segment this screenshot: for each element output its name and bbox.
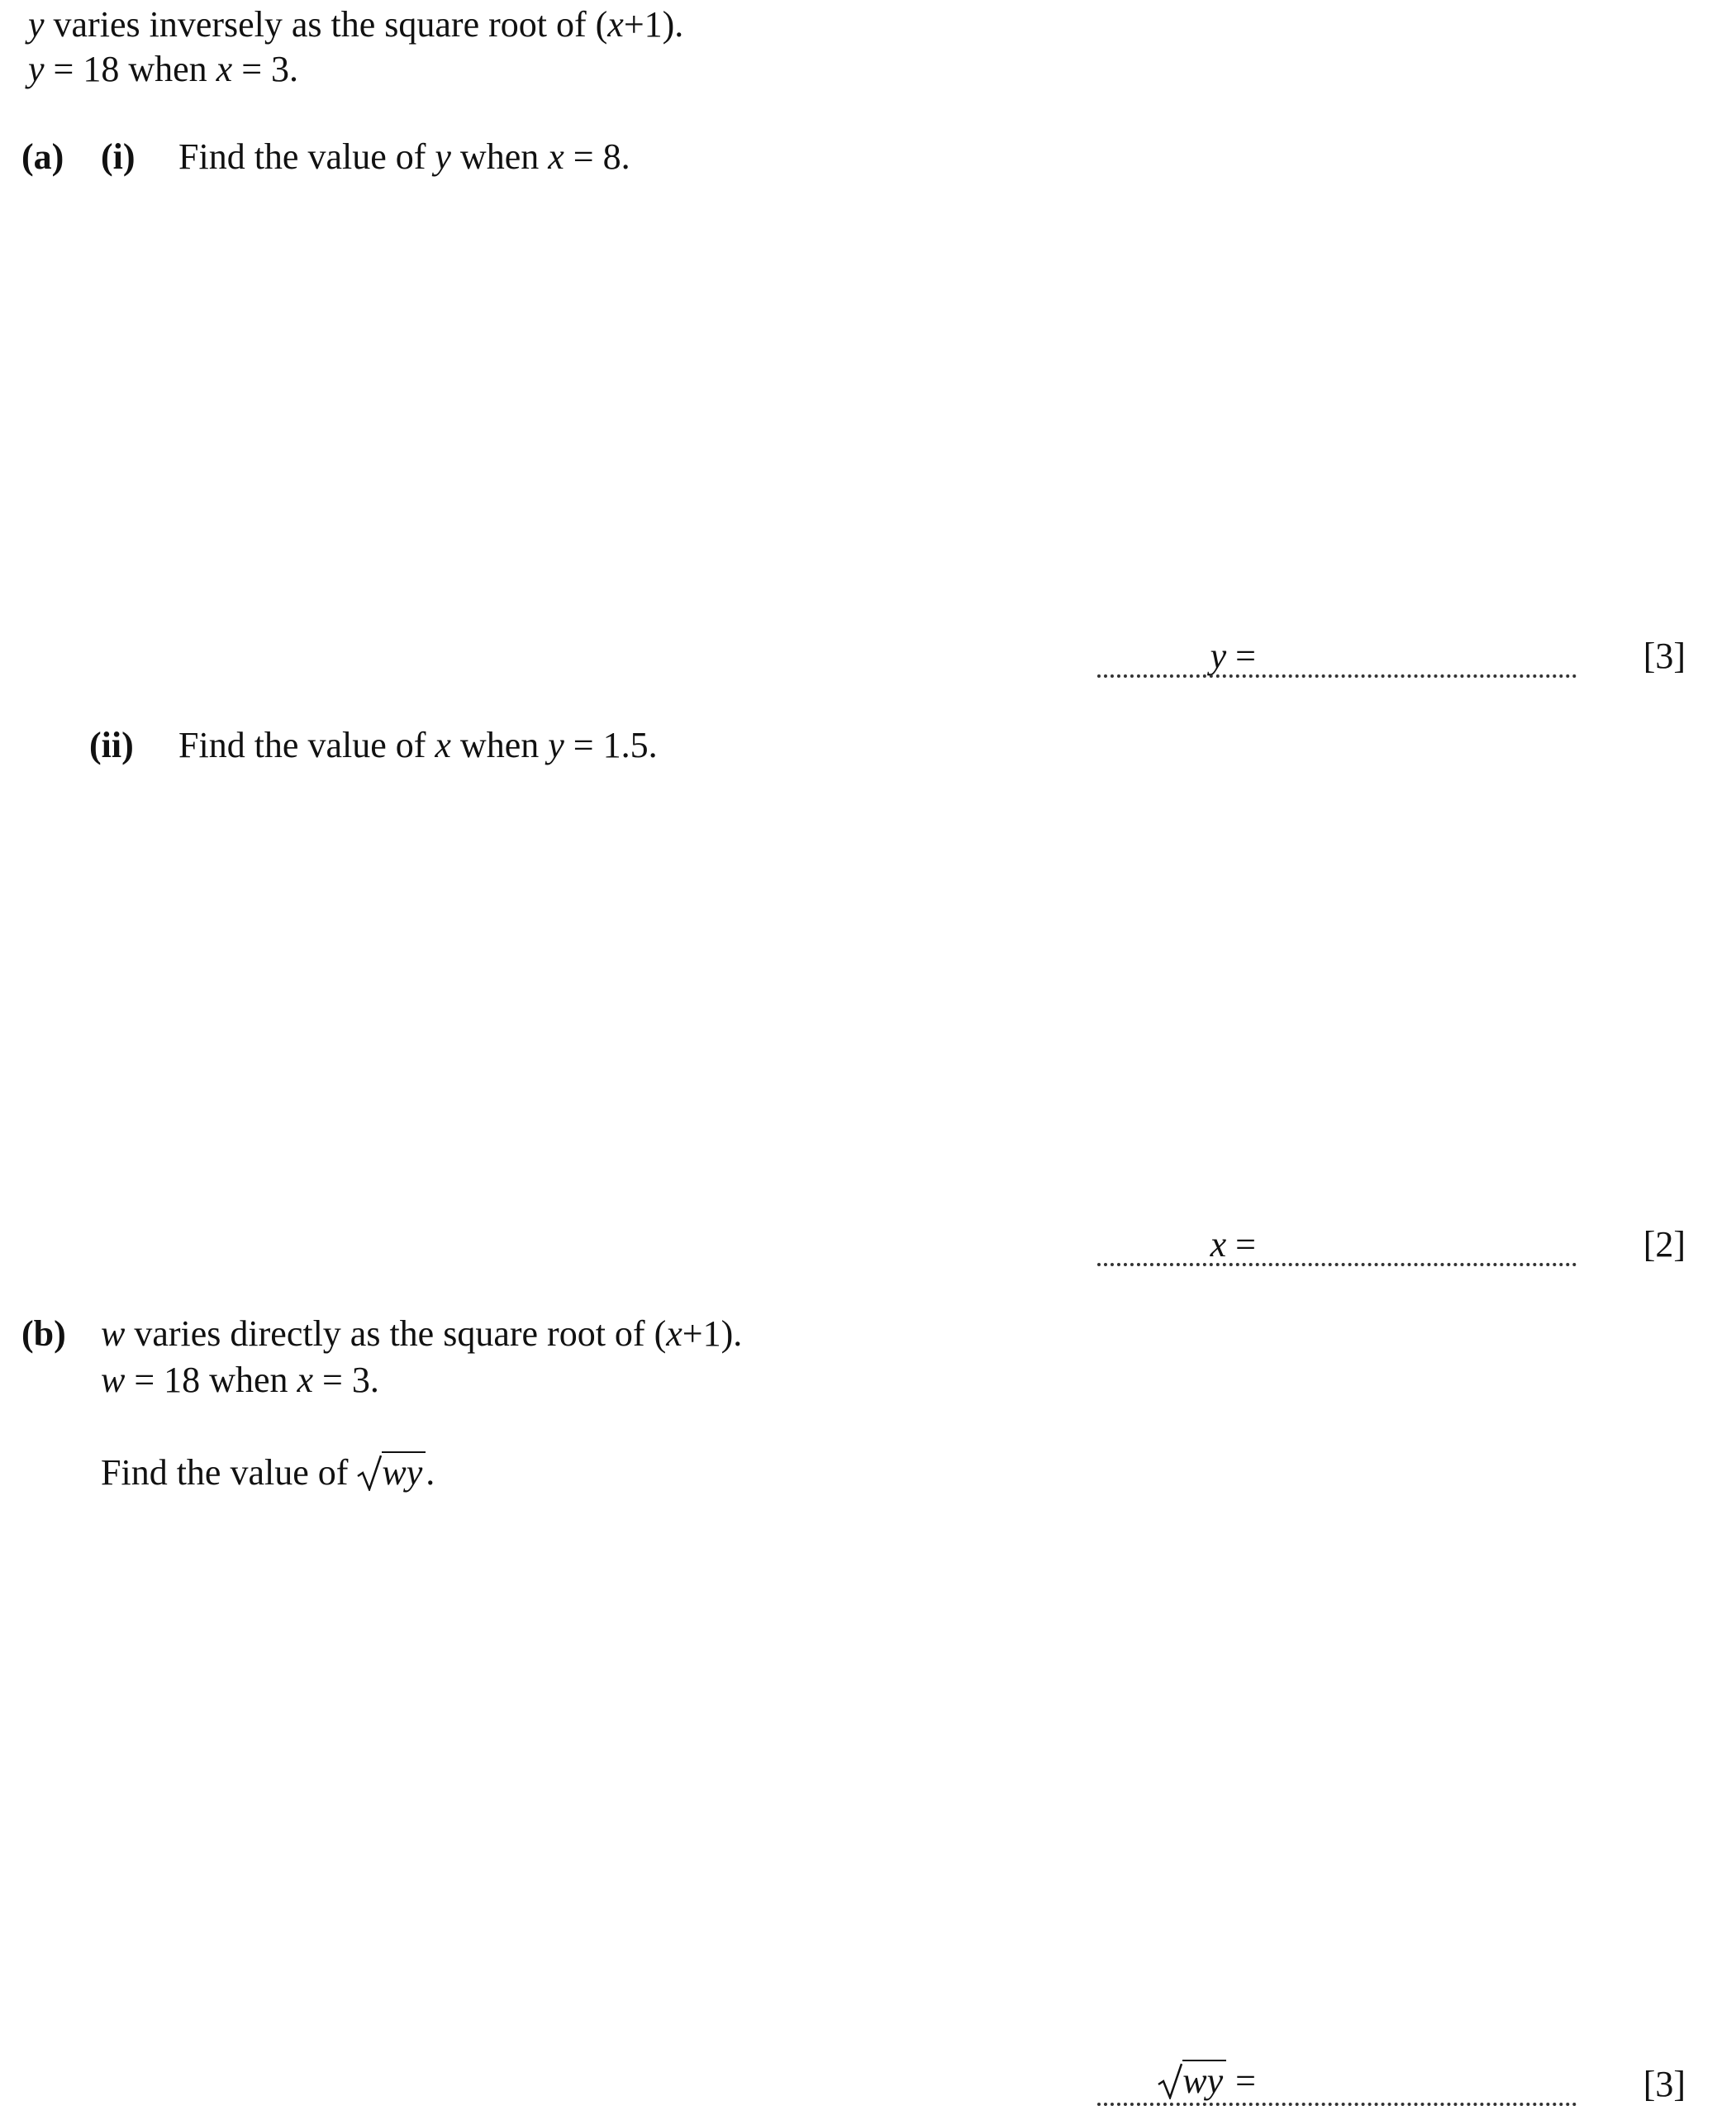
answer-a-i-marks: [3] xyxy=(1643,636,1686,676)
part-b-line-2 xyxy=(101,1362,379,1398)
answer-a-i-eq: = xyxy=(1226,636,1256,676)
stem-var-x: x xyxy=(607,4,624,45)
part-b-line-1 xyxy=(101,1313,743,1354)
part-b-radicand: wy xyxy=(382,1451,426,1491)
part-b-text-1-end: +1). xyxy=(682,1313,743,1354)
answer-line-b xyxy=(975,2060,1686,2116)
part-a-ii-question xyxy=(178,727,658,764)
answer-a-i-var: y xyxy=(1210,636,1227,676)
part-b-text-3-end: . xyxy=(426,1452,435,1493)
answer-a-ii-marks: [2] xyxy=(1643,1224,1686,1265)
part-b-var-w2: w xyxy=(101,1360,126,1400)
answer-b-marks: [3] xyxy=(1643,2064,1686,2104)
part-a-i-label: (i) xyxy=(101,136,136,177)
part-a-ii-var-x: x xyxy=(435,725,451,765)
stem-line-2 xyxy=(28,51,298,88)
stem-var-y2: y xyxy=(28,49,45,89)
part-b-var-w: w xyxy=(101,1313,126,1354)
part-a-ii-text-pre: Find the value of xyxy=(178,725,435,765)
part-a-i-text-end: = 8. xyxy=(564,136,630,177)
sqrt-symbol-icon xyxy=(357,1455,382,1491)
part-a-ii-text-mid: when xyxy=(450,725,549,765)
answer-a-i-field[interactable] xyxy=(1097,638,1577,678)
part-a-i-question xyxy=(178,136,630,177)
stem-var-y: y xyxy=(28,4,45,45)
part-b-label: (b) xyxy=(21,1313,66,1354)
part-a-i-text-pre: Find the value of xyxy=(178,136,435,177)
part-b-var-x2: x xyxy=(297,1360,314,1400)
part-b-text-3: Find the value of xyxy=(101,1452,358,1493)
answer-a-ii-var: x xyxy=(1210,1224,1227,1265)
stem-var-x2: x xyxy=(216,49,233,89)
answer-line-a-ii xyxy=(975,1224,1686,1276)
answer-b-eq: = xyxy=(1226,2060,1256,2101)
part-b-text-2-end: = 3. xyxy=(313,1360,379,1400)
stem-line-1 xyxy=(28,4,684,45)
part-b-text-1: varies directly as the square root of ( xyxy=(125,1313,667,1354)
part-b-var-x: x xyxy=(666,1313,683,1354)
part-a-ii-var-y: y xyxy=(548,725,564,765)
stem-text-1-end: +1). xyxy=(623,4,684,45)
part-b-sqrt xyxy=(357,1451,426,1491)
part-a-label: (a) xyxy=(21,136,64,177)
part-b-line-3 xyxy=(101,1451,435,1491)
stem-text-2: = 18 when xyxy=(44,49,216,89)
answer-b-radicand: wy xyxy=(1182,2060,1226,2099)
part-a-i-var-x: x xyxy=(548,136,564,177)
answer-line-a-i xyxy=(975,638,1686,688)
stem-text-1: varies inversely as the square root of ( xyxy=(44,4,608,45)
answer-a-ii-field[interactable] xyxy=(1097,1227,1577,1266)
part-a-ii-text-end: = 1.5. xyxy=(564,725,658,765)
part-b-text-2: = 18 when xyxy=(125,1360,297,1400)
part-a-ii-label: (ii) xyxy=(89,725,134,765)
answer-b-field[interactable] xyxy=(1097,2066,1577,2106)
answer-a-ii-eq: = xyxy=(1226,1224,1256,1265)
part-a-i-text-mid: when xyxy=(450,136,549,177)
part-a-i-var-y: y xyxy=(435,136,451,177)
stem-text-2-end: = 3. xyxy=(232,49,299,89)
